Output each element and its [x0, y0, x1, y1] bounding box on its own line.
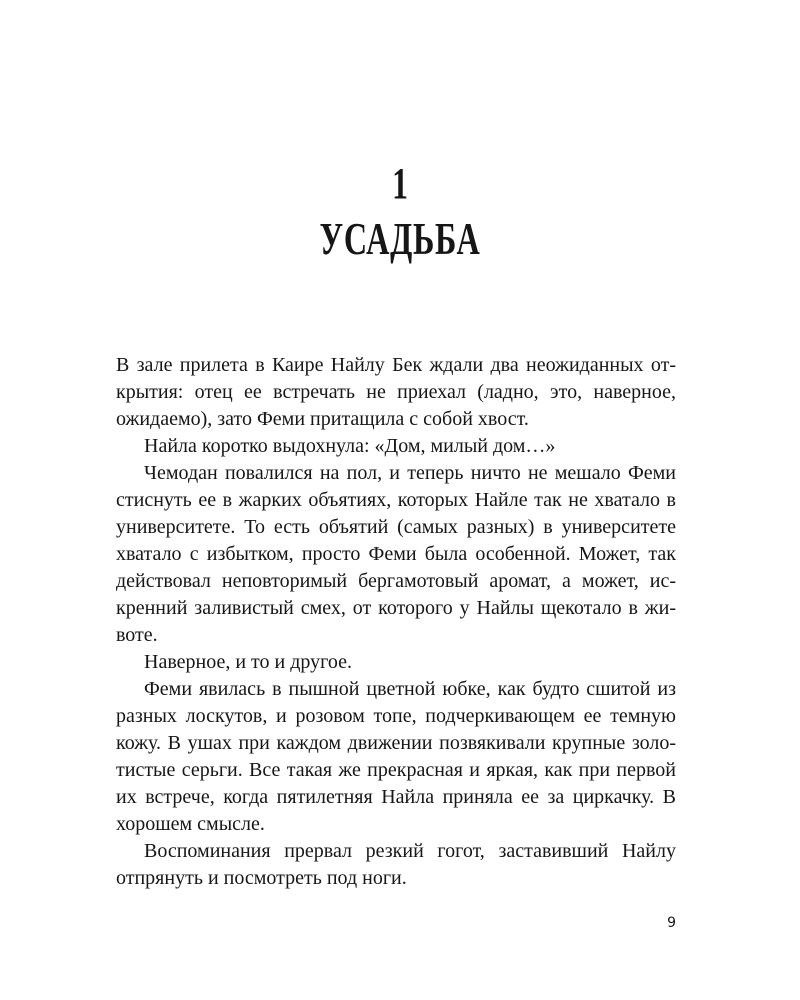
page-number: 9: [667, 915, 676, 931]
paragraph-1: В зале прилета в Каире Найлу Бек ждали два неожиданных открытия: отец ее встречать не приехал (ладно, это, наверное, ожидаемо), зато Феми притащила с собой хвост.: [116, 354, 676, 430]
paragraph-6: Воспоминания прервал резкий гогот, заставивший Найлу отпрянуть и посмотреть под ноги.: [116, 840, 676, 889]
chapter-number: 1: [392, 159, 408, 208]
paragraph-3: Чемодан повалился на пол, и теперь ничто не мешало Феми стиснуть ее в жарких объятиях, которых Найле так не хватало в университете. То есть объятий (самых разных) в университете хватало с избытком, просто Феми была особенной. Может, так действовал неповторимый бергамотовый аромат, а может, искренний заливистый смех, от которого у Найлы щекотало в животе.: [116, 462, 676, 646]
chapter-title: УСАДЬБА: [319, 213, 481, 264]
paragraph-4: Наверное, и то и другое.: [144, 651, 352, 673]
paragraph-5: Феми явилась в пышной цветной юбке, как будто сшитой из разных лоскутов, и розовом топе, подчеркивающем ее темную кожу. В ушах при каждом движении позвякивали крупные золотистые серьги. Все такая же прекрасная и яркая, как при первой их встрече, когда пятилетняя Найла приняла ее за циркачку. В хорошем смысле.: [116, 678, 676, 835]
chapter-body: [116, 352, 676, 892]
paragraph-2: Найла коротко выдохнула: «Дом, милый дом…»: [144, 435, 556, 457]
